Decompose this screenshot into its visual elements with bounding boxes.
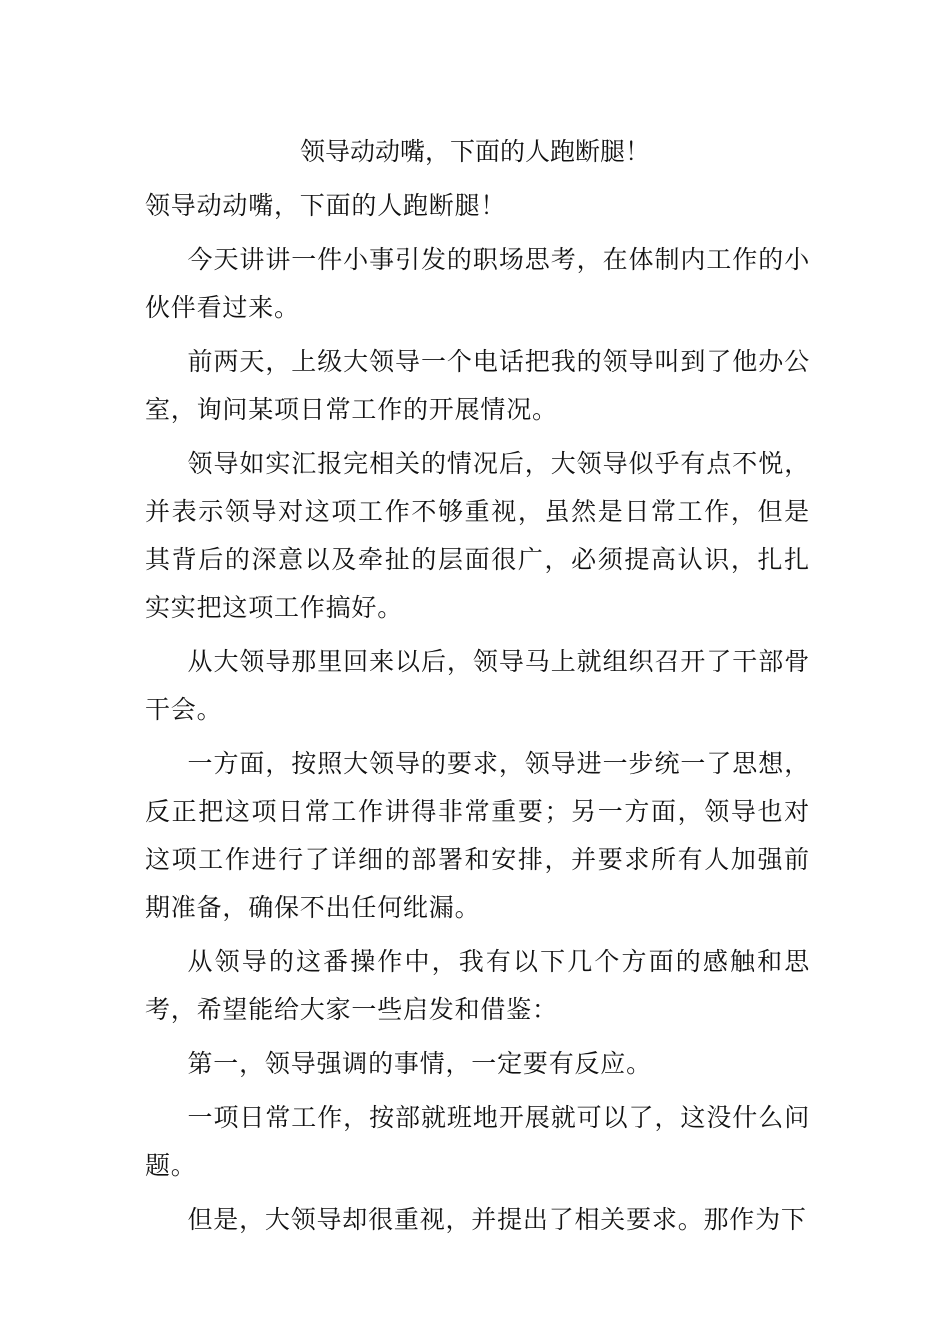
paragraph-intro: 今天讲讲一件小事引发的职场思考，在体制内工作的小伙伴看过来。 [145,245,810,322]
paragraph-reflection: 从领导的这番操作中，我有以下几个方面的感触和思考，希望能给大家一些启发和借鉴： [145,947,810,1024]
document-title: 领导动动嘴，下面的人跑断腿！ [299,137,650,166]
document-body [145,182,810,1250]
paragraph-meeting: 从大领导那里回来以后，领导马上就组织召开了干部骨干会。 [145,647,810,724]
paragraph-phone-call: 前两天，上级大领导一个电话把我的领导叫到了他办公室，询问某项日常工作的开展情况。 [145,347,810,424]
paragraph-however: 但是，大领导却很重视，并提出了相关要求。那作为下 [187,1205,807,1234]
paragraph-report: 领导如实汇报完相关的情况后，大领导似乎有点不悦，并表示领导对这项工作不够重视，虽然是日常工作，但是其背后的深意以及牵扯的层面很广，必须提高认识，扎扎实实把这项工作搞好。 [145,449,810,622]
paragraph-arrangement: 一方面，按照大领导的要求，领导进一步统一了思想，反正把这项日常工作讲得非常重要；另一方面，领导也对这项工作进行了详细的部署和安排，并要求所有人加强前期准备，确保不出任何纰漏。 [145,749,810,922]
paragraph-routine-work: 一项日常工作，按部就班地开展就可以了，这没什么问题。 [145,1103,810,1180]
paragraph-point-one: 第一，领导强调的事情，一定要有反应。 [187,1049,652,1078]
paragraph-heading-repeat: 领导动动嘴，下面的人跑断腿！ [145,191,507,220]
